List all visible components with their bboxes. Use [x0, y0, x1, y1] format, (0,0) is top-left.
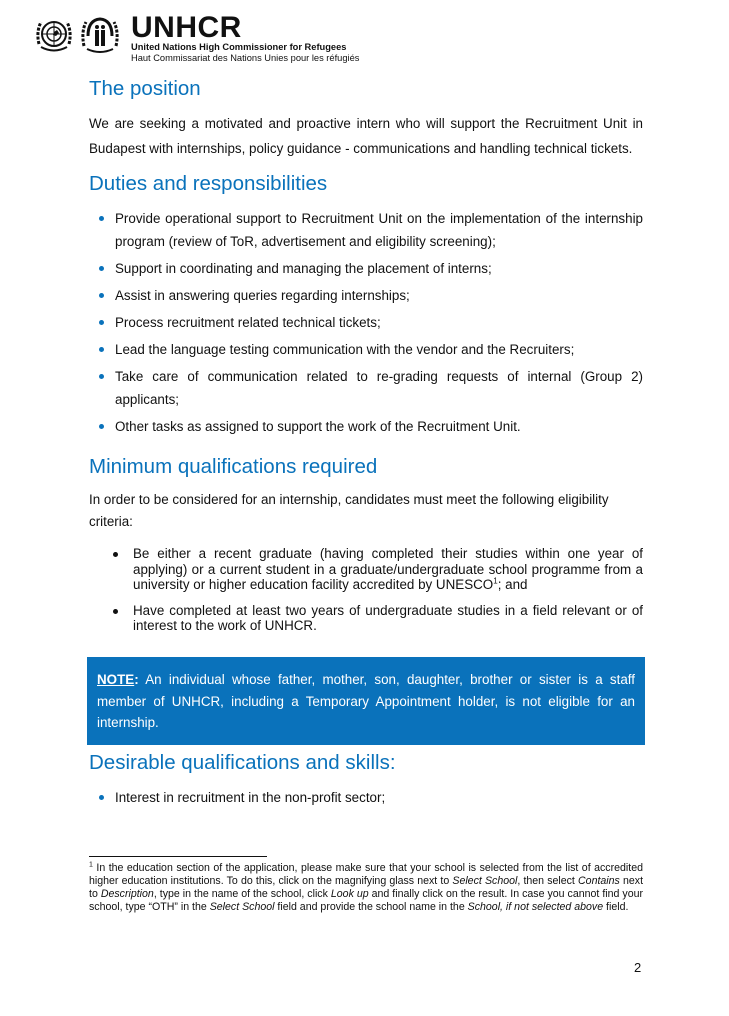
footnote-ref[interactable]: 1: [493, 576, 498, 586]
list-item: Support in coordinating and managing the placement of interns;: [89, 257, 643, 280]
bullet-icon: [99, 795, 104, 800]
minimum-list: [89, 546, 643, 634]
list-item: Provide operational support to Recruitment Unit on the implementation of the internship program (review of ToR, advertisement and eligibility screening);: [89, 207, 643, 253]
bullet-icon: [99, 347, 104, 352]
footnote-number: 1: [89, 861, 93, 869]
bullet-icon: [99, 424, 104, 429]
list-item: Process recruitment related technical tickets;: [89, 311, 643, 334]
section-position: [89, 77, 643, 161]
unhcr-logo: [33, 11, 360, 66]
bullet-icon: [99, 216, 104, 221]
list-item: Be either a recent graduate (having completed their studies within one year of applying) or a current student in a graduate/undergraduate school programme from a university or higher education facility accredited by UNESCO$^1$; and: [89, 546, 643, 593]
un-emblem-icon: [33, 14, 75, 56]
list-item: Take care of communication related to re-grading requests of internal (Group 2) applicants;: [89, 365, 643, 411]
bullet-icon: [99, 293, 104, 298]
page-number: 2: [634, 960, 642, 975]
heading-minimum-qualifications: Minimum qualifications required: [89, 455, 378, 478]
footnote-divider: [89, 856, 267, 857]
note-box: [87, 657, 645, 745]
bullet-icon: [99, 266, 104, 271]
brand-french: Haut Commissariat des Nations Unies pour les réfugiés: [131, 53, 360, 63]
list-item: Have completed at least two years of undergraduate studies in a field relevant or of interest to the work of UNHCR.: [89, 603, 643, 634]
section-minimum-qualifications: [89, 455, 643, 644]
note-text: NOTE: An individual whose father, mother, son, daughter, brother or sister is a staff member of UNHCR, including a Temporary Appointment holder, is not eligible for an internship.: [97, 672, 635, 730]
bullet-icon: [99, 320, 104, 325]
brand-name: UNHCR: [131, 11, 242, 44]
list-item: Lead the language testing communication with the vendor and the Recruiters;: [89, 338, 643, 361]
note-label: NOTE: [97, 672, 135, 687]
footnote: $^1$ In the education section of the application, please make sure that your school is selected from the list of accredited higher education institutions. To do this, click on the magnifying glass next to Select School, then select Contains next to Description, type in the name of the school, click Look up and finally click on the result. In case you cannot find your school, type “OTH” in the Select School field and provide the school name in the School, if not selected above field.: [89, 861, 644, 913]
heading-duties: Duties and responsibilities: [89, 172, 328, 195]
bullet-icon: [113, 609, 118, 614]
bullet-icon: [113, 552, 118, 557]
bullet-icon: [99, 374, 104, 379]
brand-block: [131, 11, 360, 64]
section-duties: [89, 172, 643, 442]
list-item: Interest in recruitment in the non-profit sector;: [89, 786, 643, 809]
duties-list: [89, 207, 643, 438]
section-desirable: [89, 751, 643, 813]
brand-english: United Nations High Commissioner for Refugees: [131, 42, 347, 52]
unhcr-emblem-icon: [79, 14, 121, 56]
heading-desirable: Desirable qualifications and skills:: [89, 751, 396, 774]
minimum-intro: In order to be considered for an internship, candidates must meet the following eligibility criteria:: [89, 492, 609, 529]
list-item: Assist in answering queries regarding internships;: [89, 284, 643, 307]
list-item: Other tasks as assigned to support the work of the Recruitment Unit.: [89, 415, 643, 438]
desirable-list: [89, 786, 643, 809]
position-body: We are seeking a motivated and proactive intern who will support the Recruitment Unit in Budapest with internships, policy guidance - communications and handling technical tickets.: [89, 116, 643, 156]
heading-position: The position: [89, 77, 201, 100]
